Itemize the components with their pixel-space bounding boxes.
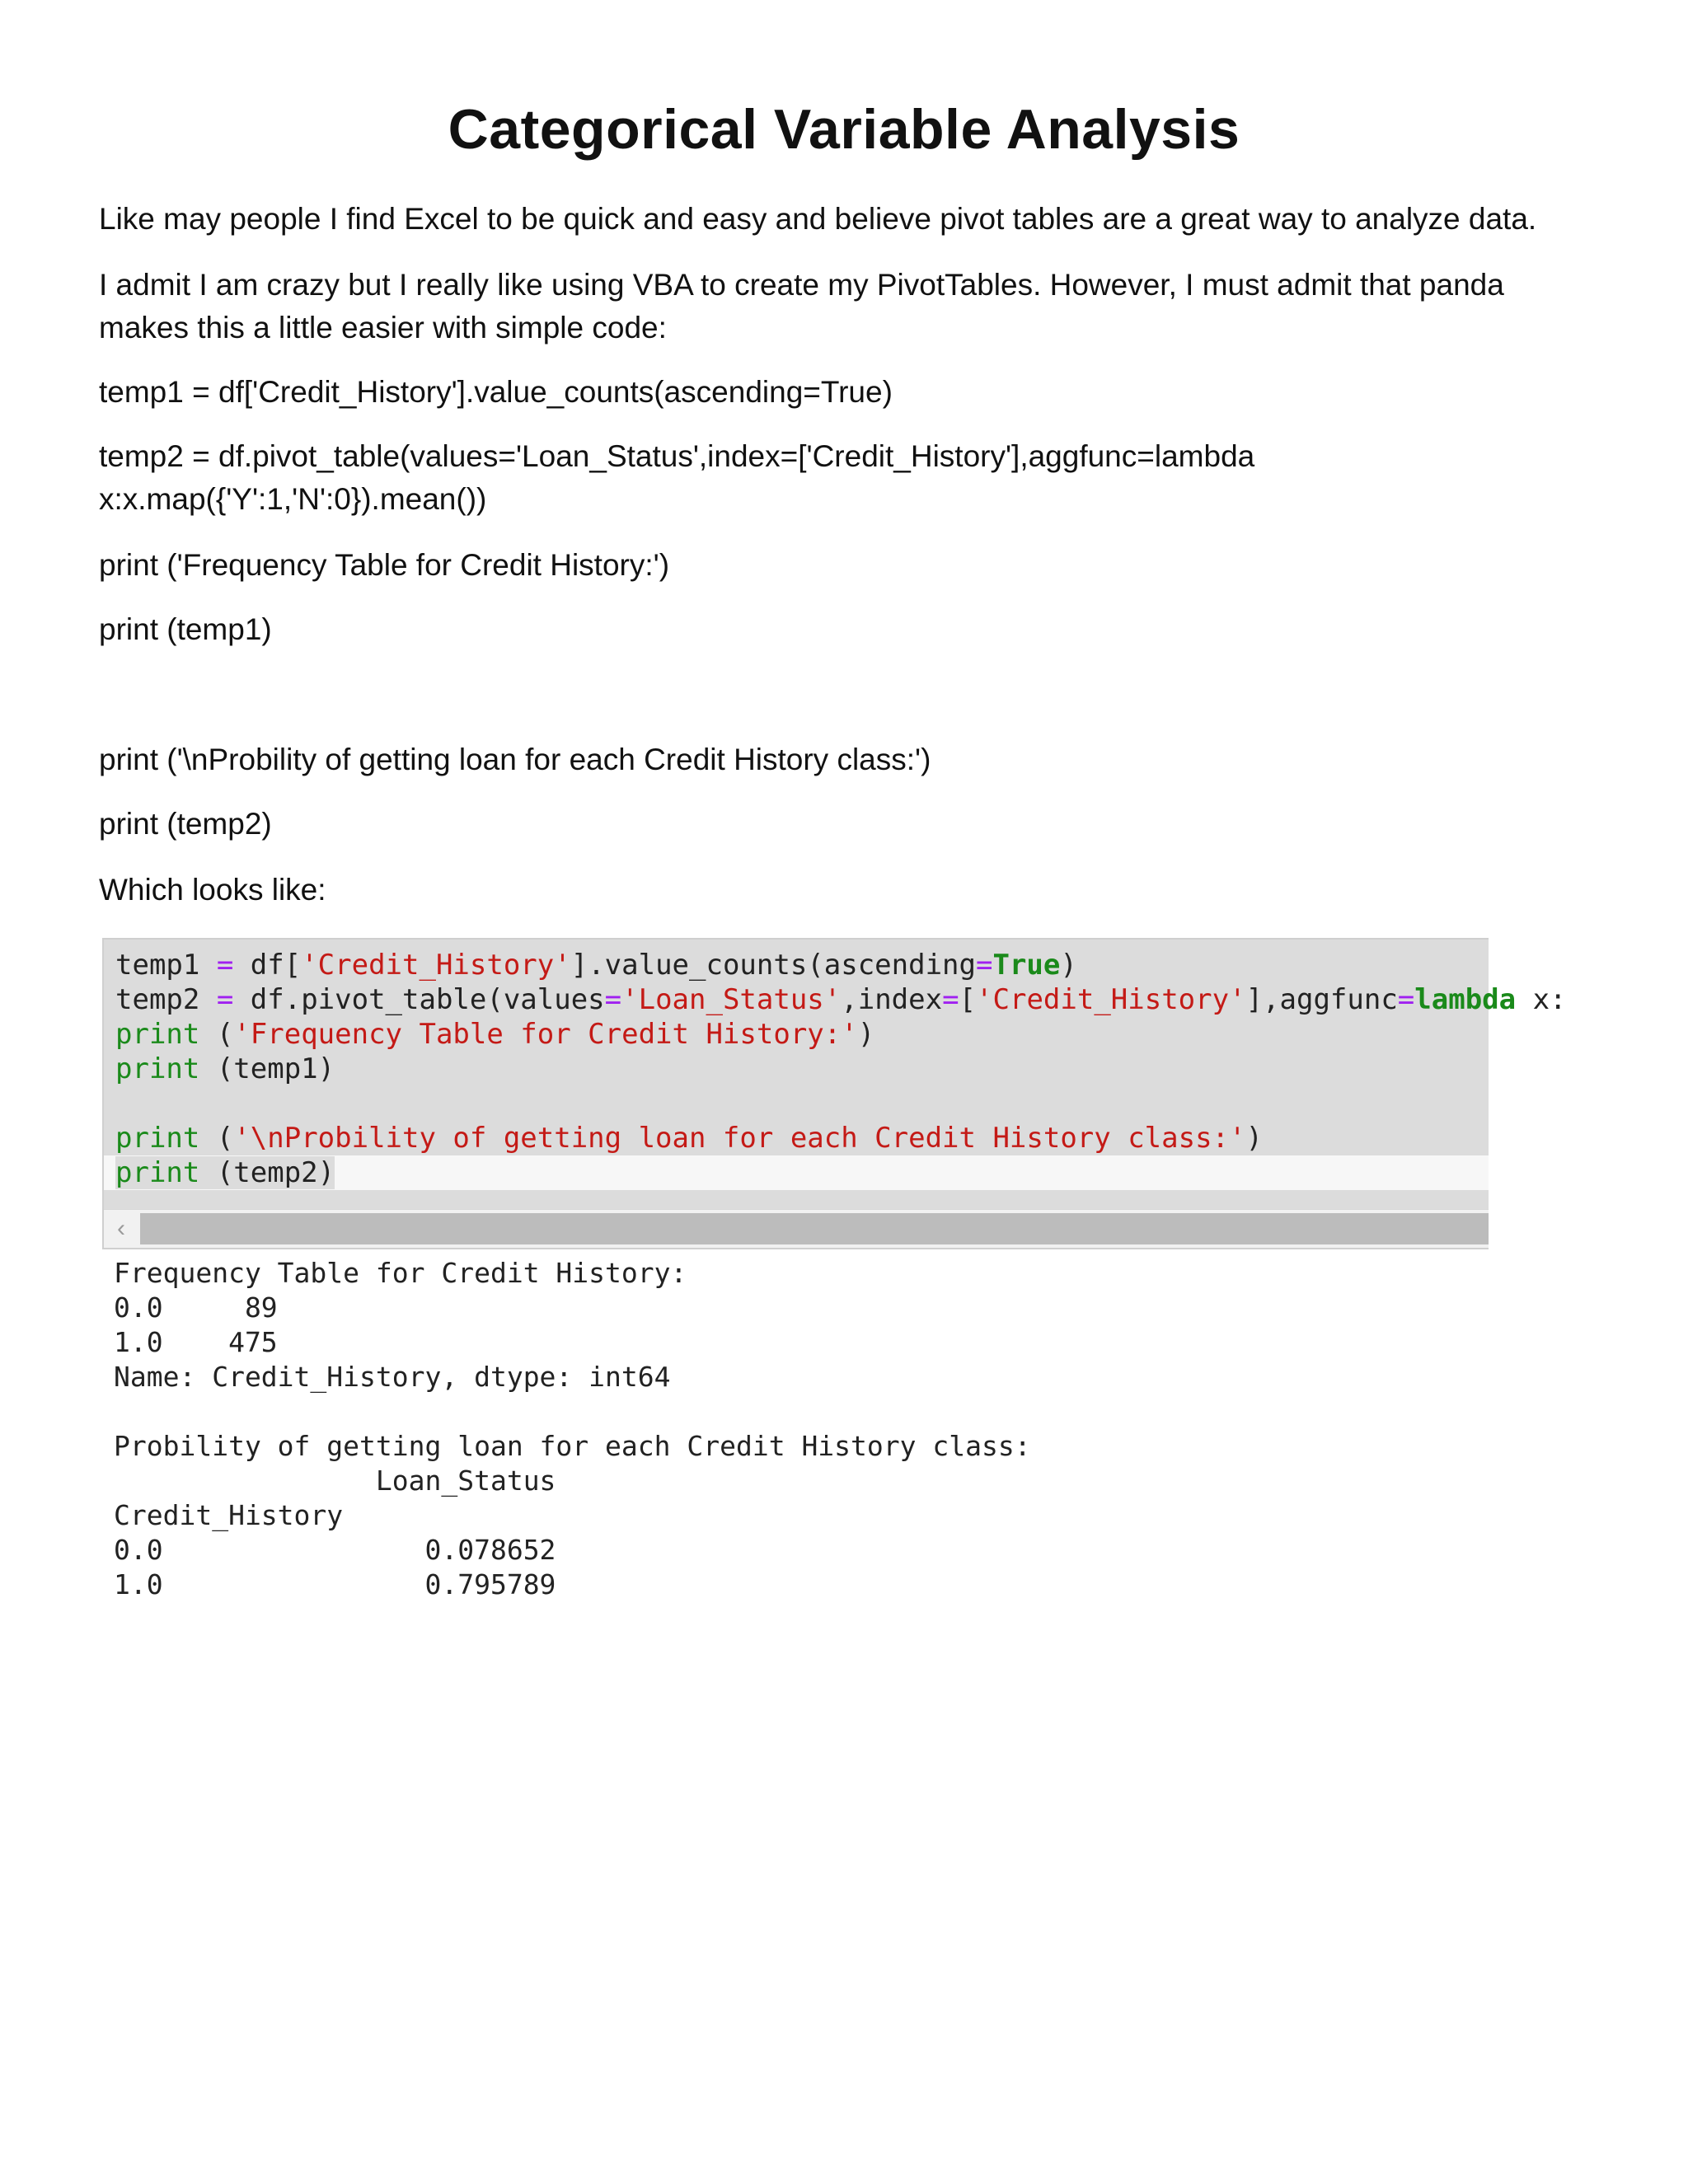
scroll-thumb[interactable] [140, 1213, 1489, 1244]
code-text-print-probability: print ('\nProbility of getting loan for each Credit History class:') [99, 743, 931, 776]
output-line: 1.0 475 [114, 1326, 278, 1358]
code-area[interactable] [104, 940, 1567, 1210]
code-line-6: print (temp2) [104, 1155, 1489, 1190]
vba-paragraph: I admit I am crazy but I really like using VBA to create my PivotTables. However, I must admit that panda makes this a little easier with simple code: [99, 268, 1504, 344]
code-line-1: temp1 = df['Credit_History'].value_counts(ascending=True) [115, 949, 1077, 982]
output-line: 1.0 0.795789 [114, 1568, 556, 1601]
code-text-temp2: temp2 = df.pivot_table(values='Loan_Status',index=['Credit_History'],aggfunc=lambda x:x.map({'Y':1,'N':0}).mean()) [99, 439, 1255, 516]
output-line: Credit_History [114, 1499, 344, 1531]
code-line-2: temp2 = df.pivot_table(values='Loan_Status',index=['Credit_History'],aggfunc=lambda x: [115, 983, 1567, 1016]
intro-paragraph: Like may people I find Excel to be quick and easy and believe pivot tables are a great way to analyze data. [99, 202, 1537, 236]
code-line-3: print ('Frequency Table for Credit History:') [115, 1018, 875, 1051]
output-line: Name: Credit_History, dtype: int64 [114, 1361, 671, 1393]
page-title: Categorical Variable Analysis [448, 98, 1240, 161]
code-text-print-temp2: print (temp2) [99, 807, 272, 841]
output-line: 0.0 89 [114, 1291, 278, 1324]
output-line: 0.0 0.078652 [114, 1534, 556, 1566]
code-line-4: print (temp1) [115, 1052, 335, 1085]
code-text-temp1: temp1 = df['Credit_History'].value_counts(ascending=True) [99, 375, 893, 409]
scroll-left-icon[interactable]: ‹ [117, 1215, 125, 1242]
notebook-code-cell[interactable] [102, 938, 1567, 1249]
code-text-print-temp1: print (temp1) [99, 612, 272, 646]
which-looks-like: Which looks like: [99, 873, 326, 907]
output-line [114, 1394, 1031, 1429]
cell-output [114, 1256, 1031, 1602]
output-line: Frequency Table for Credit History: [114, 1257, 687, 1289]
code-text-print-frequency: print ('Frequency Table for Credit History:') [99, 548, 670, 582]
code-line-5: print ('\nProbility of getting loan for each Credit History class:') [115, 1122, 1263, 1155]
output-line: Loan_Status [114, 1465, 556, 1497]
horizontal-scrollbar[interactable] [104, 1209, 1489, 1248]
output-line: Probility of getting loan for each Credit History class: [114, 1430, 1031, 1462]
